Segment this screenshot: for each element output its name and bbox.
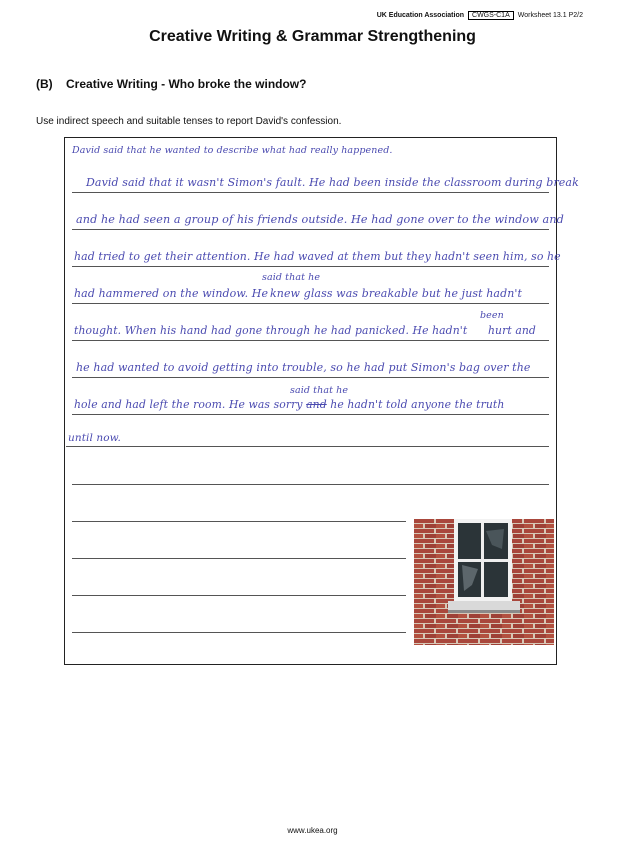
writing-line <box>72 303 549 304</box>
organization-name: UK Education Association <box>376 12 465 19</box>
handwriting-intro: David said that he wanted to describe what had really happened. <box>72 145 393 156</box>
writing-line <box>72 377 549 378</box>
writing-line <box>72 414 549 415</box>
footer-url: www.ukea.org <box>287 826 338 835</box>
section-letter: (B) <box>36 77 53 91</box>
handwriting-insert: said that he <box>262 272 321 283</box>
handwriting-segment: he hadn't told anyone the truth <box>330 398 505 411</box>
writing-line <box>72 521 406 522</box>
handwriting-line: he had wanted to avoid getting into trouble, so he had put Simon's bag over the <box>76 361 531 374</box>
writing-line <box>72 595 406 596</box>
handwriting-insert: been <box>480 310 504 321</box>
instruction-text: Use indirect speech and suitable tenses to report David's confession. <box>36 116 342 127</box>
handwriting-line: knew glass was breakable but he just hadn't <box>270 287 523 300</box>
header-meta <box>377 11 583 20</box>
worksheet-number: Worksheet 13.1 P2/2 <box>517 12 583 19</box>
writing-line <box>72 632 406 633</box>
handwriting-line: and he had seen a group of his friends outside. He had gone over to the window and <box>76 213 564 226</box>
writing-line <box>72 192 549 193</box>
handwriting-line: hurt and <box>488 324 536 337</box>
struck-word: and <box>306 398 327 411</box>
handwriting-insert: said that he <box>290 385 349 396</box>
section-heading <box>36 77 306 91</box>
broken-window-photo <box>414 519 554 645</box>
handwriting-line: had hammered on the window. He <box>74 287 269 300</box>
page-title: Creative Writing & Grammar Strengthening <box>149 28 476 45</box>
handwriting-line <box>74 398 504 411</box>
writing-line <box>72 340 549 341</box>
handwriting-line: until now. <box>68 432 121 444</box>
section-title: Creative Writing - Who broke the window? <box>66 77 307 91</box>
handwriting-segment: hole and had left the room. He <box>74 398 245 411</box>
worksheet-code: CWGS-C1A <box>468 11 514 20</box>
handwriting-line: David said that it wasn't Simon's fault. He had been inside the classroom during break <box>86 176 579 189</box>
writing-line <box>72 558 406 559</box>
writing-line <box>72 229 549 230</box>
handwriting-line: thought. When his hand had gone through he had panicked. He hadn't <box>74 324 468 337</box>
handwriting-line: had tried to get their attention. He had waved at them but they hadn't seen him, so he <box>74 250 561 263</box>
writing-line <box>72 266 549 267</box>
writing-line <box>66 446 549 447</box>
writing-line <box>72 484 549 485</box>
handwriting-segment: was sorry <box>248 398 303 411</box>
